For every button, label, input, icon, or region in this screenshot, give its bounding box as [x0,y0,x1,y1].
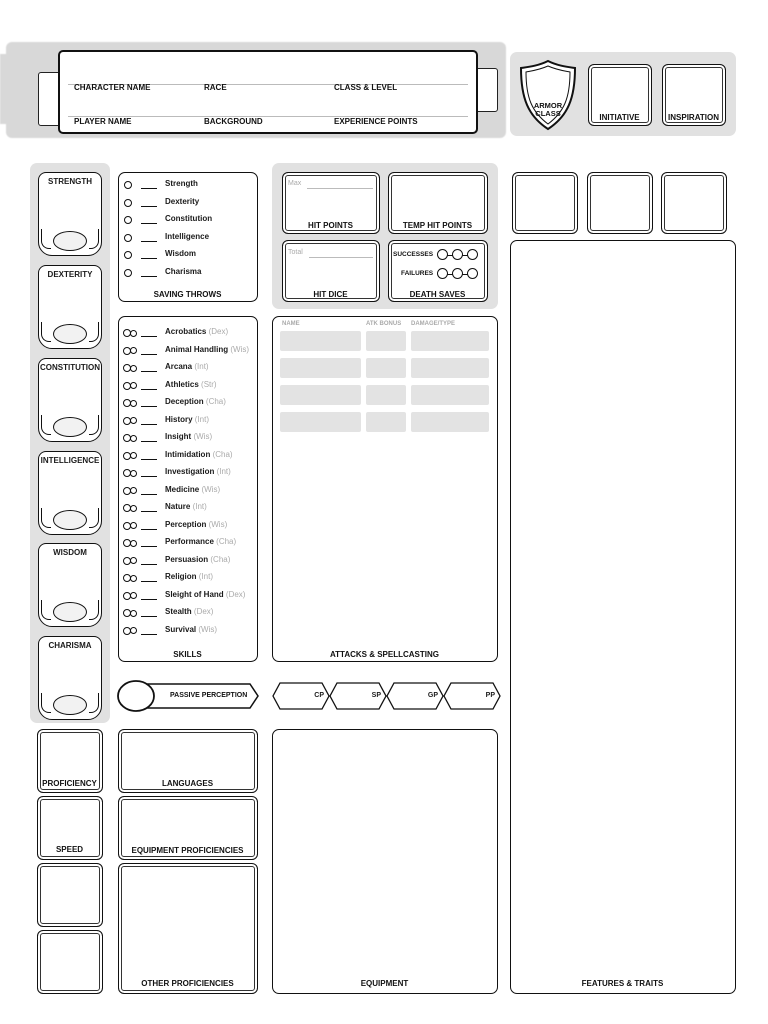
saving-throw-row [123,177,253,195]
modifier-field[interactable] [141,564,157,565]
skills-title: SKILLS [173,650,202,659]
ability-box-strength[interactable] [38,172,102,256]
skill-name: Stealth [165,607,192,616]
failure-checkbox[interactable] [467,268,478,279]
temp-hit-points-label: TEMP HIT POINTS [402,221,473,230]
ability-modifier-oval[interactable] [53,324,87,344]
speed-box[interactable] [37,796,103,860]
modifier-field[interactable] [141,424,157,425]
proficiency-label: PROFICIENCY [42,779,97,788]
initiative-box[interactable] [588,64,652,126]
skill-ability: (Cha) [216,537,237,546]
hit-points-box[interactable] [282,172,380,234]
initiative-label: INITIATIVE [599,113,640,122]
coin-gp[interactable] [386,682,444,710]
proficiency-box[interactable] [37,729,103,793]
skill-name: Medicine [165,484,200,494]
modifier-field[interactable] [141,529,157,530]
modifier-field[interactable] [141,389,157,390]
other-proficiencies-label: OTHER PROFICIENCIES [141,979,234,988]
max-hp-line [307,188,373,189]
saving-throw-row [123,195,253,213]
skill-row [123,465,257,483]
personality-box-1[interactable] [512,172,578,234]
ability-box-constitution[interactable] [38,358,102,442]
skill-ability: (Cha) [210,554,231,564]
skill-ability: (Dex) [193,607,214,616]
armor-class-label: ARMOR CLASS [533,101,563,118]
speed-label: SPEED [55,845,84,854]
modifier-field[interactable] [141,546,157,547]
ability-flourish [89,415,99,435]
coin-cp[interactable] [272,682,330,710]
damage-type-header: DAMAGE/TYPE [411,321,456,327]
damage-type-input[interactable] [411,358,489,378]
ability-flourish [41,508,51,528]
skill-row [123,448,257,466]
expertise-checkbox[interactable] [130,470,137,477]
armor-class-box[interactable] [516,58,580,132]
proficiency-checkbox[interactable] [124,269,132,277]
success-checkbox[interactable] [452,249,463,260]
skill-row [123,623,257,641]
proficiency-checkbox[interactable] [124,181,132,189]
modifier-field[interactable] [141,406,157,407]
skills-list [123,325,257,641]
attacks-title: ATTACKS & SPELLCASTING [329,650,440,659]
coin-pp[interactable] [443,682,501,710]
skill-ability: (Dex) [225,589,246,599]
expertise-checkbox[interactable] [130,540,137,547]
skill-ability: (Cha) [205,397,226,406]
saving-throw-name: Charisma [165,266,202,276]
saving-throw-row [123,212,253,230]
skill-ability: (Dex) [208,327,229,336]
expertise-checkbox[interactable] [130,435,137,442]
attack-bonus-input[interactable] [366,331,406,351]
skill-name: History [165,414,193,424]
successes-label: SUCCESSES [393,251,434,258]
ability-box-wisdom[interactable] [38,543,102,627]
saving-throws-title: SAVING THROWS [153,290,222,299]
saving-throw-row [123,247,253,265]
ability-modifier-oval[interactable] [53,231,87,251]
skill-row [123,360,257,378]
saving-throw-name: Intelligence [165,231,210,241]
race-field[interactable]: RACE [204,83,227,92]
skill-name: Performance [165,537,214,546]
expertise-checkbox[interactable] [130,417,137,424]
blank-stat-box-2[interactable] [37,930,103,994]
ability-box-charisma[interactable] [38,636,102,720]
personality-box-3[interactable] [661,172,727,234]
saving-throw-name: Wisdom [165,249,197,258]
expertise-checkbox[interactable] [130,592,137,599]
skill-ability: (Str) [201,379,217,389]
equipment-proficiencies-label: EQUIPMENT PROFICIENCIES [131,846,244,855]
ability-flourish [41,693,51,713]
skill-row [123,483,257,501]
expertise-checkbox[interactable] [130,400,137,407]
saving-throw-row [123,230,253,248]
ability-modifier-oval[interactable] [53,417,87,437]
temp-hit-points-box[interactable] [388,172,488,234]
skill-ability: (Cha) [212,449,233,459]
ability-flourish [41,322,51,342]
skill-name: Animal Handling [165,344,229,354]
skill-ability: (Int) [198,572,214,581]
expertise-checkbox[interactable] [130,487,137,494]
ability-flourish [41,415,51,435]
ability-flourish [41,229,51,249]
skill-ability: (Wis) [208,519,228,529]
ability-box-intelligence[interactable] [38,451,102,535]
expertise-checkbox[interactable] [130,610,137,617]
modifier-field[interactable] [141,511,157,512]
coin-label: SP [371,692,381,699]
experience-points-field[interactable]: EXPERIENCE POINTS [334,117,418,126]
saving-throw-name: Constitution [165,214,213,223]
passive-perception-box[interactable] [116,679,260,713]
skill-name: Arcana [165,362,193,371]
proficiency-checkbox[interactable] [124,251,132,259]
skill-row [123,605,257,623]
modifier-field[interactable] [141,354,157,355]
ability-flourish [89,508,99,528]
skill-row [123,343,257,361]
hit-dice-box[interactable] [282,240,380,302]
hit-dice-label: HIT DICE [313,290,348,299]
expertise-checkbox[interactable] [130,575,137,582]
personality-box-2[interactable] [587,172,653,234]
skill-name: Persuasion [165,554,209,564]
attack-bonus-input[interactable] [366,358,406,378]
skill-row [123,553,257,571]
skill-name: Acrobatics [165,327,207,336]
ability-name: CONSTITUTION [40,363,100,372]
expertise-checkbox[interactable] [130,365,137,372]
skill-name: Athletics [165,379,199,389]
skill-ability: (Wis) [198,624,218,634]
shield-icon [516,58,580,132]
skill-name: Intimidation [165,449,211,459]
damage-type-input[interactable] [411,412,489,432]
skill-ability: (Wis) [230,344,250,354]
total-hit-dice-line [309,257,373,258]
equipment-proficiencies-box[interactable] [118,796,258,860]
failures-label: FAILURES [401,270,434,277]
saving-throw-name: Strength [165,179,198,188]
proficiency-checkbox[interactable] [124,199,132,207]
blank-stat-box-1[interactable] [37,863,103,927]
total-hit-dice-label: Total [288,249,303,256]
equipment-box[interactable] [272,729,498,994]
failure-checkbox[interactable] [437,268,448,279]
skill-row [123,588,257,606]
attack-bonus-input[interactable] [366,385,406,405]
skill-ability: (Int) [192,502,207,511]
saving-throws-box [118,172,258,302]
skill-row [123,500,257,518]
ability-modifier-oval[interactable] [53,695,87,715]
modifier-field[interactable] [141,258,157,259]
death-saves-box [388,240,488,302]
features-traits-box[interactable] [510,240,736,994]
skill-ability: (Wis) [201,484,221,494]
skill-row [123,413,257,431]
modifier-field[interactable] [141,459,157,460]
skills-box [118,316,258,662]
saving-throws-list [123,177,253,285]
death-saves-label: DEATH SAVES [409,290,466,299]
success-checkbox[interactable] [437,249,448,260]
skill-name: Deception [165,397,204,406]
character-name-field[interactable]: CHARACTER NAME [74,83,151,92]
saving-throw-name: Dexterity [165,196,200,206]
skill-row [123,378,257,396]
ability-flourish [89,322,99,342]
skill-row [123,395,257,413]
skill-row [123,430,257,448]
skill-ability: (Int) [194,414,210,424]
coin-label: CP [314,692,324,699]
success-checkbox[interactable] [467,249,478,260]
damage-type-input[interactable] [411,385,489,405]
attack-name-input[interactable] [280,331,361,351]
modifier-field[interactable] [141,336,157,337]
expertise-checkbox[interactable] [130,557,137,564]
expertise-checkbox[interactable] [130,347,137,354]
skill-name: Survival [165,624,197,634]
attack-name-input[interactable] [280,358,361,378]
background-field[interactable]: BACKGROUND [204,117,263,126]
class-level-field[interactable]: CLASS & LEVEL [334,83,398,92]
modifier-field[interactable] [141,223,157,224]
max-hp-label: Max [288,180,302,187]
modifier-field[interactable] [141,599,157,600]
proficiency-checkbox[interactable] [124,234,132,242]
ability-box-dexterity[interactable] [38,265,102,349]
languages-label: LANGUAGES [161,779,214,788]
skill-name: Perception [165,519,207,529]
modifier-field[interactable] [141,494,157,495]
features-traits-label: FEATURES & TRAITS [581,979,664,988]
attack-name-input[interactable] [280,385,361,405]
modifier-field[interactable] [141,634,157,635]
expertise-checkbox[interactable] [130,330,137,337]
ability-flourish [89,229,99,249]
attack-bonus-input[interactable] [366,412,406,432]
ability-name: CHARISMA [48,641,92,650]
skill-ability: (Wis) [193,432,213,441]
languages-box[interactable] [118,729,258,793]
modifier-field[interactable] [141,241,157,242]
skill-name: Sleight of Hand [165,589,224,599]
ability-name: STRENGTH [48,177,92,186]
failure-checkbox[interactable] [452,268,463,279]
expertise-checkbox[interactable] [130,505,137,512]
coin-label: GP [427,692,438,699]
player-name-field[interactable]: PLAYER NAME [74,117,132,126]
coin-sp[interactable] [329,682,387,710]
proficiency-checkbox[interactable] [124,216,132,224]
skill-ability: (Int) [216,467,231,476]
modifier-field[interactable] [141,188,157,189]
expertise-checkbox[interactable] [130,452,137,459]
skill-row [123,570,257,588]
expertise-checkbox[interactable] [130,522,137,529]
inspiration-box[interactable] [662,64,726,126]
skill-row [123,325,257,343]
skill-row [123,535,257,553]
expertise-checkbox[interactable] [130,382,137,389]
modifier-field[interactable] [141,476,157,477]
modifier-field[interactable] [141,371,157,372]
ability-flourish [89,600,99,620]
saving-throw-row [123,265,253,283]
damage-type-input[interactable] [411,331,489,351]
skill-name: Religion [165,572,197,581]
equipment-label: EQUIPMENT [360,979,409,988]
passive-perception-label: PASSIVE PERCEPTION [170,692,248,699]
hit-points-label: HIT POINTS [308,221,353,230]
expertise-checkbox[interactable] [130,627,137,634]
ability-modifier-oval[interactable] [53,510,87,530]
ability-modifier-oval[interactable] [53,602,87,622]
other-proficiencies-box[interactable] [118,863,258,994]
skill-name: Insight [165,432,192,441]
ability-name: DEXTERITY [47,270,93,279]
skill-name: Nature [165,502,191,511]
inspiration-label: INSPIRATION [668,113,719,122]
ability-flourish [41,600,51,620]
attack-name-input[interactable] [280,412,361,432]
modifier-field[interactable] [141,616,157,617]
skill-name: Investigation [165,467,215,476]
header-banner [58,50,478,134]
modifier-field[interactable] [141,581,157,582]
attack-bonus-header: ATK BONUS [366,321,402,327]
ability-flourish [89,693,99,713]
modifier-field[interactable] [141,276,157,277]
ability-name: INTELLIGENCE [40,456,100,465]
attacks-box [272,316,498,662]
coin-label: PP [485,692,495,699]
attack-name-header: NAME [282,321,300,327]
modifier-field[interactable] [141,441,157,442]
skill-row [123,518,257,536]
skill-ability: (Int) [194,362,209,371]
modifier-field[interactable] [141,206,157,207]
ability-name: WISDOM [53,548,87,557]
